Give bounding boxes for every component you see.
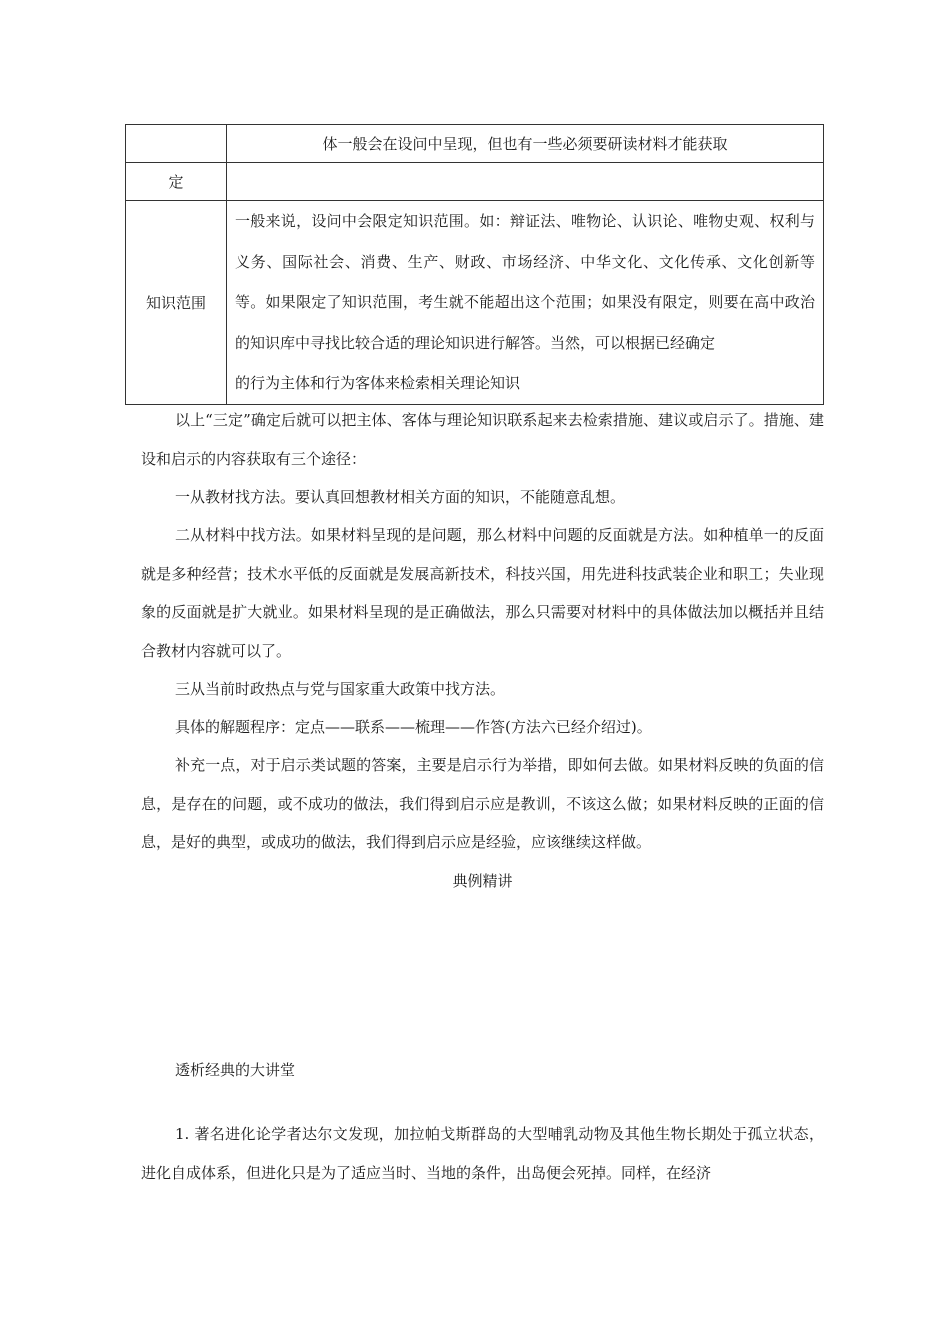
table-cell-label: 定	[126, 163, 227, 201]
paragraph-method-three: 三从当前时政热点与党与国家重大政策中找方法。	[175, 680, 506, 698]
question-1: 1. 著名进化论学者达尔文发现，加拉帕戈斯群岛的大型哺乳动物及其他生物长期处于孤立状态，进化自成体系，但进化只是为了适应当时、当地的条件，出岛便会死掉。同样，在经济	[141, 1125, 824, 1182]
table-cell-content	[227, 163, 824, 201]
table-cell-content: 体一般会在设问中呈现，但也有一些必须要研读材料才能获取	[227, 125, 824, 163]
subsection-title: 透析经典的大讲堂	[175, 1061, 296, 1079]
knowledge-table	[125, 124, 824, 405]
table-cell-label	[126, 125, 227, 163]
table-cell-label-knowledge-scope: 知识范围	[126, 201, 227, 405]
paragraph-supplement: 补充一点，对于启示类试题的答案，主要是启示行为举措，即如何去做。如果材料反映的负面的信息，是存在的问题，或不成功的做法，我们得到启示应是教训，不该这么做；如果材料反映的正面的信息，是好的典型，或成功的做法，我们得到启示应是经验，应该继续这样做。	[141, 756, 824, 851]
paragraph-method-two: 二从材料中找方法。如果材料呈现的是问题，那么材料中问题的反面就是方法。如种植单一的反面就是多种经营；技术水平低的反面就是发展高新技术，科技兴国，用先进科技武装企业和职工；失业现象的反面就是扩大就业。如果材料呈现的是正确做法，那么只需要对材料中的具体做法加以概括并且结合教材内容就可以了。	[141, 526, 824, 660]
table-row	[126, 201, 824, 405]
table-row	[126, 163, 824, 201]
knowledge-scope-last-line: 的行为主体和行为客体来检索相关理论知识	[235, 374, 521, 393]
knowledge-scope-text: 一般来说，设问中会限定知识范围。如：辩证法、唯物论、认识论、唯物史观、权利与义务、国际社会、消费、生产、财政、市场经济、中华文化、文化传承、文化创新等等。如果限定了知识范围，考生就不能超出这个范围；如果没有限定，则要在高中政治的知识库中寻找比较合适的理论知识进行解答。当然，可以根据已经确定	[235, 212, 815, 352]
paragraph-intro: 以上“三定”确定后就可以把主体、客体与理论知识联系起来去检索措施、建议或启示了。措施、建设和启示的内容获取有三个途径：	[141, 411, 824, 468]
section-title: 典例精讲	[452, 872, 513, 890]
table-row	[126, 125, 824, 163]
paragraph-procedure: 具体的解题程序：定点——联系——梳理——作答(方法六已经介绍过)。	[175, 718, 652, 736]
table-cell-knowledge-scope-content	[227, 201, 824, 405]
paragraph-method-one: 一从教材找方法。要认真回想教材相关方面的知识，不能随意乱想。	[175, 488, 626, 506]
